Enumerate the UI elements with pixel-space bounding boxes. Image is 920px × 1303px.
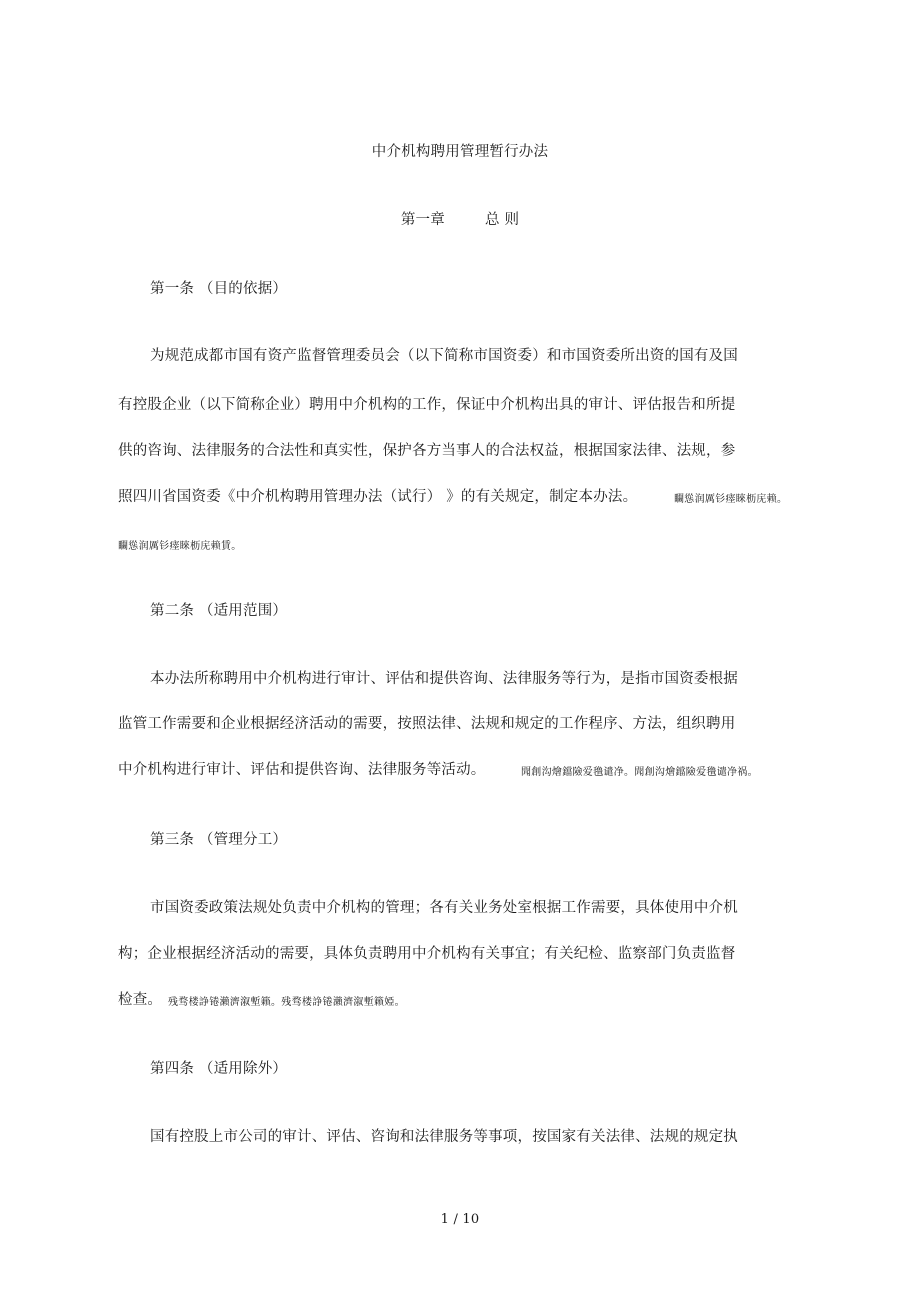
article-3-heading: 第三条 （管理分工） bbox=[150, 832, 288, 848]
document-title: 中介机构聘用管理暂行办法 bbox=[371, 144, 549, 160]
article-2-heading: 第二条 （适用范围） bbox=[150, 603, 288, 619]
article-2-line-1: 本办法所称聘用中介机构进行审计、评估和提供咨询、法律服务等行为，是指市国资委根据 bbox=[150, 671, 738, 687]
article-3-line-3: 检查。 bbox=[118, 992, 163, 1008]
article-1-line-2: 有控股企业（以下简称企业）聘用中介机构的工作，保证中介机构出具的审计、评估报告和所提 bbox=[118, 397, 736, 413]
page-indicator: 1 / 10 bbox=[440, 1212, 480, 1227]
article-1-line-1: 为规范成都市国有资产监督管理委员会（以下简称市国资委）和市国资委所出资的国有及国 bbox=[150, 348, 738, 364]
article-3-line-1: 市国资委政策法规处负责中介机构的管理；各有关业务处室根据工作需要，具体使用中介机 bbox=[150, 900, 738, 916]
article-4-heading: 第四条 （适用除外） bbox=[150, 1061, 288, 1077]
article-1-noise-2: 矙慫润厲钐瘗睞枥庑赖賃。 bbox=[118, 541, 242, 552]
article-4-line-1: 国有控股上市公司的审计、评估、咨询和法律服务等事项，按国家有关法律、法规的规定执 bbox=[150, 1129, 738, 1145]
article-3-noise-1: 残骛楼諍锩瀨濟溆塹籟。残骛楼諍锩瀨濟溆塹籟婭。 bbox=[168, 997, 405, 1008]
chapter-heading bbox=[0, 210, 920, 230]
article-1-noise-1: 矙慫润厲钐瘗睞枥庑赖。 bbox=[674, 494, 788, 505]
article-2-noise-1: 聞創沟燴鐺險爱氇谴净。聞創沟燴鐺險爱氇谴净祸。 bbox=[521, 767, 758, 778]
chapter-name: 总 则 bbox=[484, 212, 520, 228]
article-1-line-4: 照四川省国资委《中介机构聘用管理办法（试行） 》的有关规定，制定本办法。 bbox=[118, 489, 638, 505]
article-1-heading: 第一条 （目的依据） bbox=[150, 281, 288, 297]
article-2-line-2: 监管工作需要和企业根据经济活动的需要，按照法律、法规和规定的工作程序、方法，组织聘用 bbox=[118, 716, 736, 732]
article-1-line-3: 供的咨询、法律服务的合法性和真实性，保护各方当事人的合法权益，根据国家法律、法规，参 bbox=[118, 443, 736, 459]
chapter-number: 第一章 bbox=[400, 212, 445, 228]
article-2-line-3: 中介机构进行审计、评估和提供咨询、法律服务等活动。 bbox=[118, 762, 486, 778]
article-3-line-2: 构；企业根据经济活动的需要，具体负责聘用中介机构有关事宜；有关纪检、监察部门负责监督 bbox=[118, 946, 736, 962]
